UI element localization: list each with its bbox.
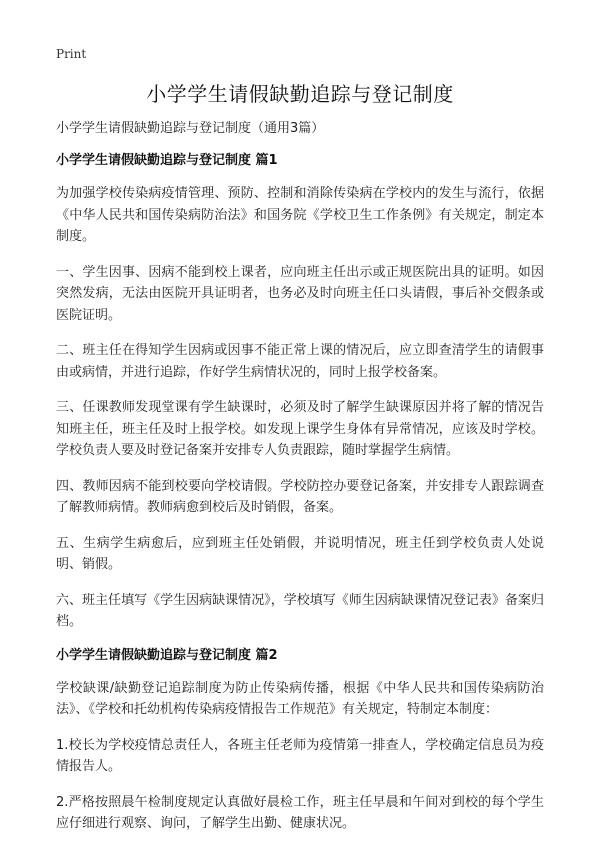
paragraph: 五、生病学生病愈后，应到班主任处销假，并说明情况，班主任到学校负责人处说明、销假。	[56, 535, 544, 572]
document-subtitle: 小学学生请假缺勤追踪与登记制度（通用3篇）	[56, 121, 325, 136]
paragraph: 三、任课教师发现堂课有学生缺课时，必须及时了解学生缺课原因并将了解的情况告知班主任，班主任及时上报学校。如发现上课学生身体有异常情况，应该及时学校。学校负责人要及时登记备案并安排专人负责跟踪，随时掌握学生病情。	[56, 400, 544, 458]
paragraph: 六、班主任填写《学生因病缺课情况》，学校填写《师生因病缺课情况登记表》备案归档。	[56, 592, 544, 629]
section-heading-2: 小学学生请假缺勤追踪与登记制度 篇2	[56, 647, 278, 663]
paragraph: 一、学生因事、因病不能到校上课者，应向班主任出示或正规医院出具的证明。如因突然发病，无法由医院开具证明者，也务必及时向班主任口头请假，事后补交假条或医院证明。	[56, 264, 544, 323]
paragraph: 四、教师因病不能到校要向学校请假。学校防控办要登记备案，并安排专人跟踪调查了解教师病情。教师病愈到校后及时销假，备案。	[56, 478, 544, 515]
document-body	[56, 120, 544, 848]
paragraph: 二、班主任在得知学生因病或因事不能正常上课的情况后，应立即查清学生的请假事由或病情，并进行追踪，作好学生病情状况的，同时上报学校备案。	[56, 343, 544, 380]
page-title: 小学学生请假缺勤追踪与登记制度	[146, 82, 454, 106]
paragraph: 学校缺课/缺勤登记追踪制度为防止传染病传播，根据《中华人民共和国传染病防治法》、《学校和托幼机构传染病疫情报告工作规范》有关规定，特制定本制度：	[56, 680, 544, 717]
paragraph: 为加强学校传染病疫情管理、预防、控制和消除传染病在学校内的发生与流行，依据《中华人民共和国传染病防治法》和国务院《学校卫生工作条例》有关规定，制定本制度。	[56, 186, 544, 244]
paragraph: 2.严格按照晨午检制度规定认真做好晨检工作，班主任早晨和午间对到校的每个学生应仔细进行观察、询问，了解学生出勤、健康状况。	[56, 794, 544, 831]
section-heading-1: 小学学生请假缺勤追踪与登记制度 篇1	[56, 153, 278, 168]
paragraph: 1.校长为学校疫情总责任人，各班主任老师为疫情第一排查人，学校确定信息员为疫情报告人。	[56, 737, 544, 774]
print-link[interactable]: Print	[56, 47, 87, 61]
